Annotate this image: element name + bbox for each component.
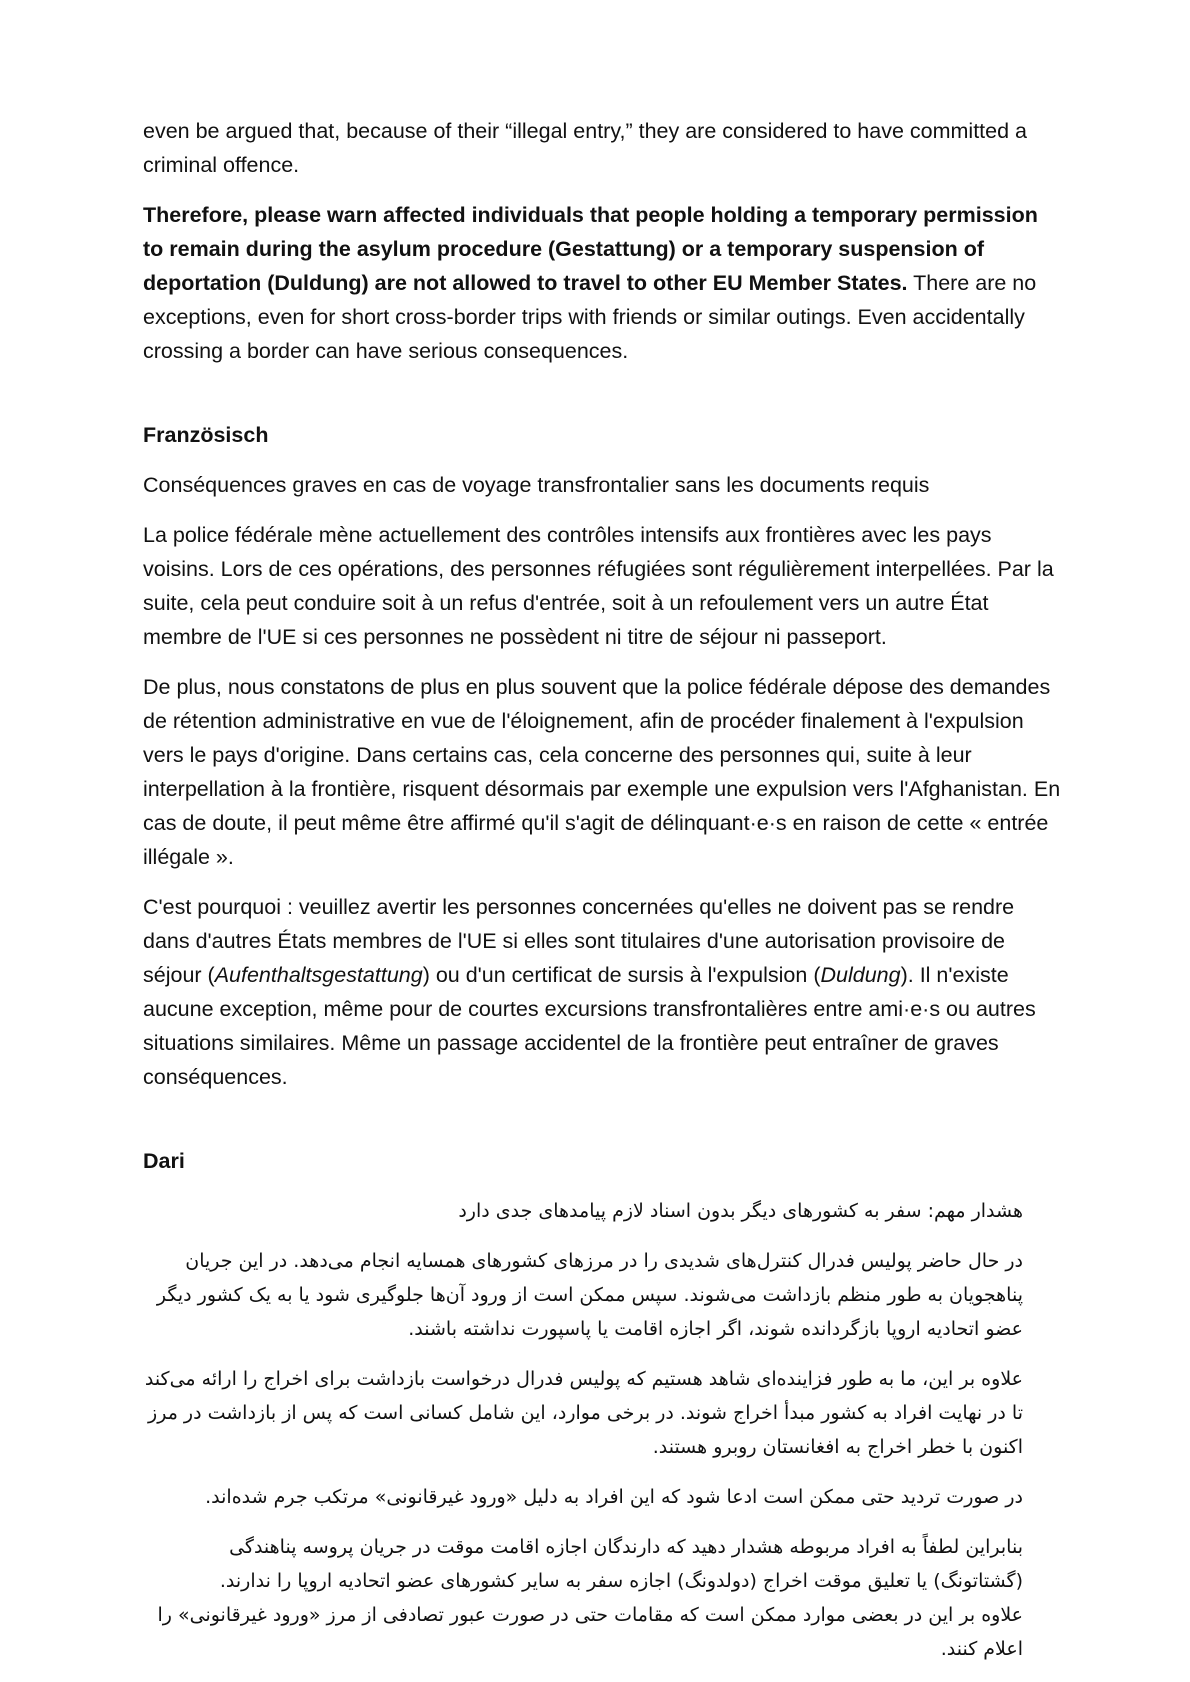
french-paragraph-3	[143, 890, 1063, 1094]
dari-paragraph-4: در صورت تردید حتی ممکن است ادعا شود که این افراد به دلیل «ورود غیرقانونی» مرتکب جرم شده‌اند.	[205, 1486, 1023, 1508]
french-paragraph-3-part-c: ). Il n'existe aucune exception, même pour de courtes excursions transfrontalières entre ami·e·s ou autres situations similaires. Même un passage accidentel de la frontière peut entraîner de graves conséquences.	[143, 963, 1036, 1089]
english-paragraph-continued: even be argued that, because of their “illegal entry,” they are considered to have committed a criminal offence.	[143, 119, 1027, 177]
french-title: Conséquences graves en cas de voyage transfrontalier sans les documents requis	[143, 473, 930, 497]
dari-paragraph-6: علاوه بر این در بعضی موارد ممکن است که مقامات حتی در صورت عبور تصادفی از مرز «ورود غیرقانونی» را اعلام کنند.	[157, 1604, 1023, 1660]
french-paragraph-3-part-b: ) ou d'un certificat de sursis à l'expulsion (	[422, 963, 821, 987]
dari-paragraph-5: بنابراین لطفاً به افراد مربوطه هشدار دهید که دارندگان اجازه اقامت موقت در جریان پروسه پناهندگی (گشتاتونگ) یا تعلیق موقت اخراج (دولدونگ) اجازه سفر به سایر کشورهای عضو اتحادیه اروپا را ندارند.	[219, 1536, 1023, 1592]
section-heading-french: Französisch	[143, 423, 269, 447]
french-paragraph-1: La police fédérale mène actuellement des contrôles intensifs aux frontières avec les pays voisins. Lors de ces opérations, des personnes réfugiées sont régulièrement interpellées. Par la suite, cela peut conduire soit à un refus d'entrée, soit à un refoulement vers un autre État membre de l'UE si ces personnes ne possèdent ni titre de séjour ni passeport.	[143, 523, 1054, 649]
french-term-aufenthaltsgestattung: Aufenthaltsgestattung	[214, 963, 423, 987]
english-warning-bold: Therefore, please warn affected individuals that people holding a temporary permission to remain during the asylum procedure (Gestattung) or a temporary suspension of deportation (Duldung) are not allowed to travel to other EU Member States.	[143, 203, 1038, 295]
dari-content	[143, 1194, 1023, 1666]
document-page	[143, 114, 1063, 1666]
french-paragraph-3-part-a: C'est pourquoi : veuillez avertir les personnes concernées qu'elles ne doivent pas se rendre dans d'autres États membres de l'UE si elles sont titulaires d'une autorisation provisoire de séjour (	[143, 895, 1015, 987]
section-heading-dari: Dari	[143, 1149, 185, 1173]
english-warning-paragraph	[143, 198, 1063, 368]
french-paragraph-2: De plus, nous constatons de plus en plus souvent que la police fédérale dépose des demandes de rétention administrative en vue de l'éloignement, afin de procéder finalement à l'expulsion vers le pays d'origine. Dans certains cas, cela concerne des personnes qui, suite à leur interpellation à la frontière, risquent désormais par exemple une expulsion vers l'Afghanistan. En cas de doute, il peut même être affirmé qu'il s'agit de délinquant·e·s en raison de cette « entrée illégale ».	[143, 675, 1061, 869]
dari-paragraph-1: هشدار مهم: سفر به کشورهای دیگر بدون اسناد لازم پیامدهای جدی دارد	[458, 1200, 1023, 1222]
french-term-duldung: Duldung	[820, 963, 901, 987]
english-warning-rest: There are no exceptions, even for short cross-border trips with friends or similar outings. Even accidentally crossing a border can have serious consequences.	[143, 271, 1037, 363]
dari-paragraph-3: علاوه بر این، ما به طور فزاینده‌ای شاهد هستیم که پولیس فدرال درخواست بازداشت برای اخراج را ارائه می‌کند تا در نهایت افراد به کشور مبدأ اخراج شوند. در برخی موارد، این شامل کسانی است که پس از بازداشت در مرز اکنون با خطر اخراج به افغانستان روبرو هستند.	[144, 1368, 1023, 1458]
dari-paragraph-2: در حال حاضر پولیس فدرال کنترل‌های شدیدی را در مرزهای کشورهای همسایه انجام می‌دهد. در این جریان پناهجویان به طور منظم بازداشت می‌شوند. سپس ممکن است از ورود آن‌ها جلوگیری شود یا به یک کشور دیگر عضو اتحادیه اروپا بازگردانده شوند، اگر اجازه اقامت یا پاسپورت نداشته باشند.	[156, 1250, 1023, 1340]
